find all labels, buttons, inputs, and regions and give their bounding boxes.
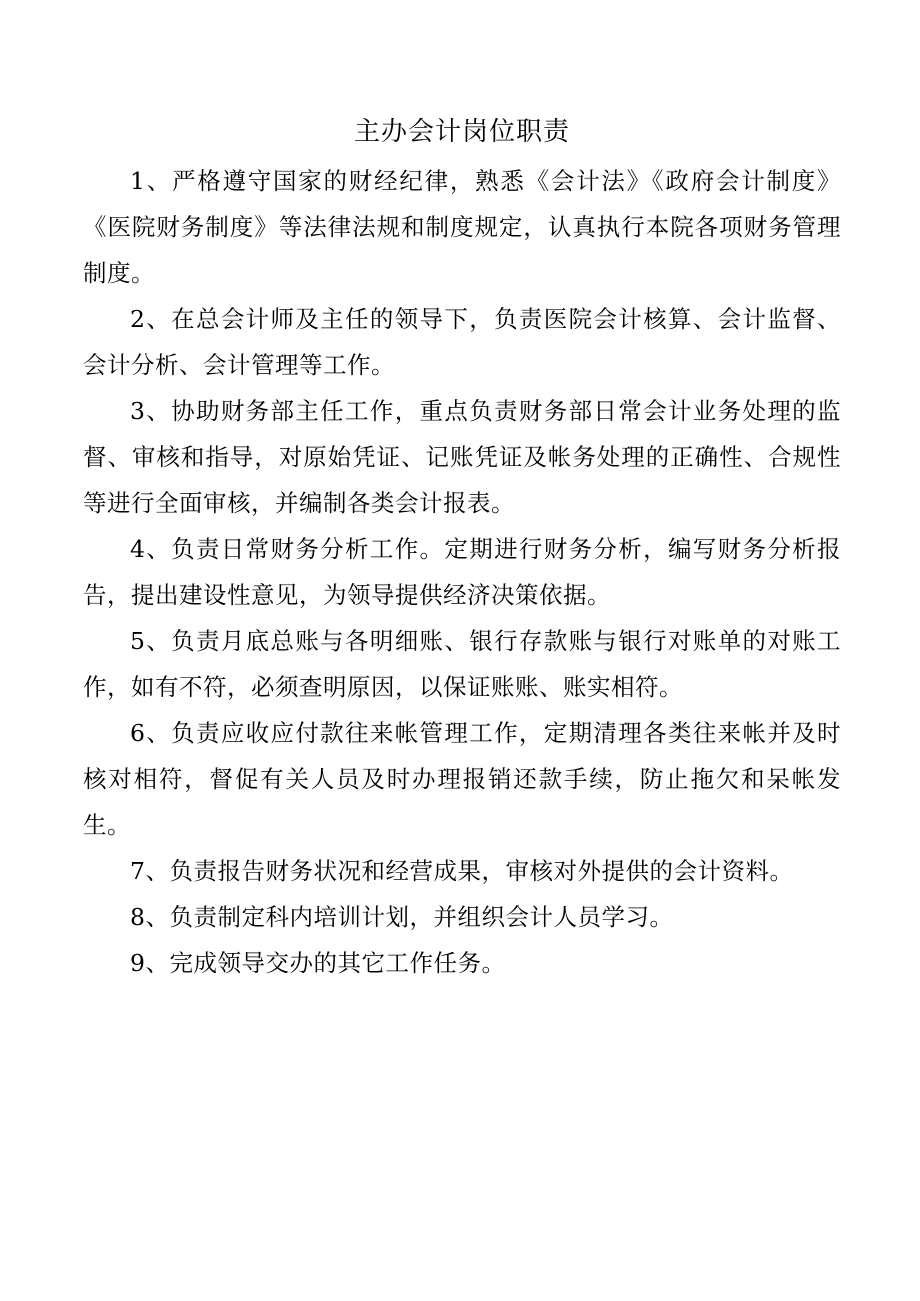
duty-paragraph-4: 4、负责日常财务分析工作。定期进行财务分析，编写财务分析报告，提出建设性意见，为领导提供经济决策依据。: [83, 535, 841, 609]
duty-paragraph-9: 9、完成领导交办的其它工作任务。: [130, 949, 506, 977]
duty-paragraph-7: 7、负责报告财务状况和经营成果，审核对外提供的会计资料。: [130, 857, 794, 885]
document-page: [83, 112, 841, 986]
duty-paragraph-2: 2、在总会计师及主任的领导下，负责医院会计核算、会计监督、会计分析、会计管理等工作。: [83, 305, 841, 379]
duty-paragraph-1: 1、严格遵守国家的财经纪律，熟悉《会计法》《政府会计制度》《医院财务制度》等法律法规和制度规定，认真执行本院各项财务管理制度。: [83, 167, 841, 287]
duty-paragraph-6: 6、负责应收应付款往来帐管理工作，定期清理各类往来帐并及时核对相符，督促有关人员及时办理报销还款手续，防止拖欠和呆帐发生。: [83, 719, 841, 839]
duty-paragraph-5: 5、负责月底总账与各明细账、银行存款账与银行对账单的对账工作，如有不符，必须查明原因，以保证账账、账实相符。: [83, 627, 841, 701]
document-title: 主办会计岗位职责: [353, 117, 570, 147]
duty-paragraph-8: 8、负责制定科内培训计划，并组织会计人员学习。: [130, 903, 674, 931]
duty-paragraph-3: 3、协助财务部主任工作，重点负责财务部日常会计业务处理的监督、审核和指导，对原始凭证、记账凭证及帐务处理的正确性、合规性等进行全面审核，并编制各类会计报表。: [83, 397, 841, 517]
